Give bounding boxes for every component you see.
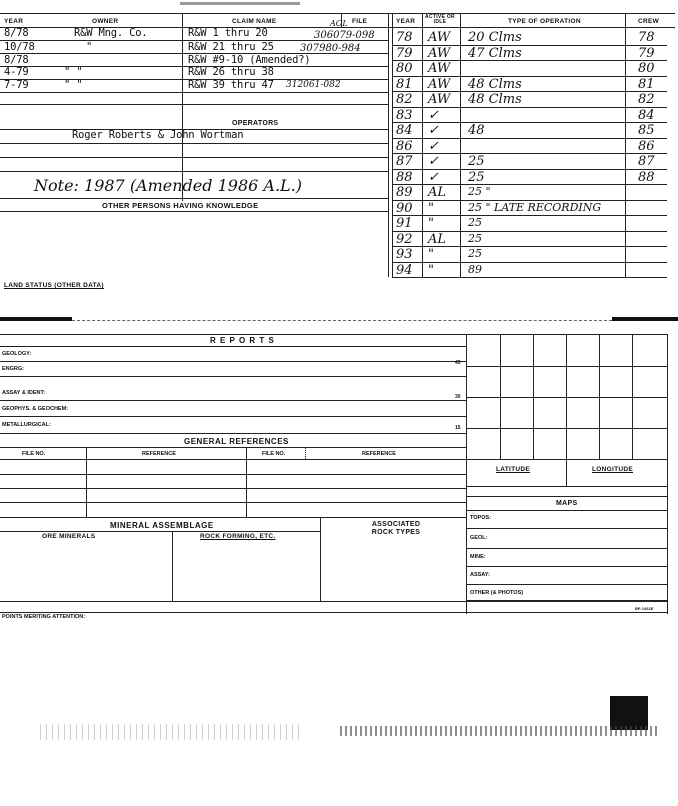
activity-year: 82 [396,92,413,107]
activity-status: AW [428,45,451,61]
punch-mark-left [0,317,72,321]
other-persons-label: OTHER PERSONS HAVING KNOWLEDGE [102,201,259,210]
activity-operation: 25 [468,169,485,185]
maps-rule [466,584,667,585]
punch-mark-right [612,317,678,321]
claim-year: 10/78 [4,41,35,53]
scan-noise [180,2,300,5]
activity-status: " [428,200,434,216]
activity-operation: 25 [468,231,482,245]
grid-line [466,366,667,367]
activity-year: 80 [396,61,413,76]
activity-operation: 48 [468,123,485,138]
activity-crew: 80 [638,61,655,76]
activity-status: ✓ [428,138,439,154]
activity-status: AW [428,30,451,45]
mineral-assoc-divider [320,517,321,601]
report-geology: GEOLOGY: [2,351,32,357]
mineral-divider [172,531,173,601]
scan-noise [340,726,660,736]
activity-year: 84 [396,123,413,138]
handwritten-note: Note: 1987 (Amended 1986 A.L.) [34,176,302,195]
claim-owner: " " [64,66,83,78]
claim-name: R&W 1 thru 20 [188,27,268,39]
claim-year: 8/78 [4,54,29,66]
row-rule [0,211,388,212]
activity-year: 91 [396,216,413,231]
grid-line [466,428,667,429]
activity-status: " [428,216,434,231]
claim-name: R&W 21 thru 25 [188,41,274,53]
reports-rule [0,376,466,377]
maps-other: OTHER (& PHOTOS) [470,590,524,596]
maps-assay: ASSAY: [470,572,490,578]
activity-year: 81 [396,76,413,92]
reports-rule [0,400,466,401]
row-rule [0,157,388,158]
refs-divider [86,447,87,517]
activity-crew: 82 [638,92,655,107]
punch-hole-artifact [610,696,648,730]
activity-year: 88 [396,169,413,185]
activity-year: 89 [396,185,413,200]
refs-rule [0,459,466,460]
col-header-active-idle: ACTIVE OR IDLE [425,14,455,25]
activity-operation: 89 [468,262,482,276]
maps-geol: GEOL: [470,535,488,541]
grid-line [466,496,667,497]
scale-15: 15 [455,425,461,431]
maps-rule [466,528,667,529]
refs-col-file-no-2: FILE NO. [262,451,286,457]
activity-operation: 25 [468,247,482,260]
report-engrg: ENGRG: [2,366,24,372]
maps-mine: MINE: [470,554,486,560]
land-status-label: LAND STATUS (OTHER DATA) [4,282,104,289]
refs-divider [305,447,306,459]
grid-right-edge [667,334,668,614]
claim-name: R&W 39 thru 47 [188,79,274,91]
activity-year: 92 [396,231,413,247]
reports-rule [0,361,466,362]
activity-status: " [428,262,434,278]
claim-year: 7-79 [4,79,29,91]
year-col-divider [422,13,423,277]
activity-status: AW [428,61,451,76]
activity-operation: 25 [468,216,482,229]
activity-status: AL [428,185,447,200]
grid-line [466,459,667,460]
scale-45: 45 [455,360,461,366]
col-header-file: FILE [352,18,368,25]
claim-file: 312061-082 [286,80,341,90]
associated-rock-types-label: ASSOCIATED ROCK TYPES [371,521,421,536]
activity-operation: 25 " LATE RECORDING [468,200,602,214]
col-header-owner: OWNER [92,18,119,25]
activity-row-rule [392,277,667,278]
reports-title: R E P O R T S [210,336,275,345]
claim-row-rule [0,104,388,105]
reports-rule [0,346,466,347]
activity-year: 87 [396,154,413,169]
activity-operation: 48 Clms [468,92,522,107]
activity-year: 78 [396,30,413,45]
operators-value: Roger Roberts & John Wortman [72,129,244,141]
grid-line [466,486,667,487]
activity-crew: 85 [638,123,655,138]
activity-status: ✓ [428,123,439,138]
row-rule [0,171,388,172]
reports-rule [0,433,466,434]
col-header-type-of-operation: TYPE OF OPERATION [508,18,581,25]
claim-note: AOL [330,19,348,28]
claim-owner: " " [64,79,83,91]
claim-owner: " [86,41,93,53]
activity-status: ✓ [428,169,439,185]
claim-file: 306079-098 [314,30,375,41]
activity-status: ✓ [428,154,439,169]
left-right-divider-2 [392,13,393,277]
grid-line [466,397,667,398]
mineral-bottom-rule [0,601,667,602]
owner-claim-divider [182,13,183,201]
reports-rule [0,416,466,417]
activity-operation: 20 Clms [468,30,522,45]
refs-divider [246,447,247,517]
refs-rule [0,488,466,489]
activity-status: " [428,247,434,262]
claim-name: R&W #9-10 (Amended?) [188,54,311,66]
rock-forming-label: ROCK FORMING, ETC. [200,533,276,540]
mineral-rule [0,531,320,532]
mineral-bottom-rule-2 [0,612,667,613]
row-rule [0,143,388,144]
general-references-title: GENERAL REFERENCES [184,437,289,446]
activity-year: 93 [396,247,413,262]
refs-rule [0,447,466,448]
activity-status: ✓ [428,107,439,123]
claim-year: 8/78 [4,27,29,39]
left-right-divider [388,13,389,277]
scan-noise [40,724,300,740]
col-header-year-2: YEAR [396,18,416,25]
report-metallurgical: METALLURGICAL: [2,422,51,428]
activity-crew: 86 [638,138,655,154]
activity-operation: 47 Clms [468,45,522,61]
activity-status: AW [428,92,451,107]
operators-label: OPERATORS [232,120,279,127]
refs-rule [0,502,466,503]
form-number: BP-1461E [635,606,654,611]
activity-crew: 79 [638,45,655,61]
activity-crew: 81 [638,76,655,92]
report-assay: ASSAY & IDENT: [2,390,46,396]
col-header-crew: CREW [638,18,660,25]
activity-status: AL [428,231,447,247]
refs-rule [0,474,466,475]
maps-rule [466,510,667,511]
ore-minerals-label: ORE MINERALS [42,533,96,540]
claim-name: R&W 26 thru 38 [188,66,274,78]
claim-file: 307980-984 [300,43,361,54]
activity-crew: 87 [638,154,655,169]
row-rule [0,198,388,199]
activity-operation: 25 [468,154,485,169]
col-header-claim-name: CLAIM NAME [232,18,277,25]
claim-row-rule [0,92,388,93]
fold-rule [72,320,612,321]
points-meriting-attention-label: POINTS MERITING ATTENTION: [2,614,86,620]
refs-bottom-rule [0,517,466,518]
refs-col-reference: REFERENCE [142,451,176,457]
reports-top-rule [0,334,668,335]
refs-col-reference-2: REFERENCE [362,451,396,457]
active-col-divider [460,13,461,277]
scale-30: 30 [455,394,461,400]
latitude-label: LATITUDE [496,466,531,473]
activity-status: AW [428,76,451,92]
claim-owner: R&W Mng. Co. [74,27,148,39]
maps-rule [466,548,667,549]
activity-year: 90 [396,200,413,216]
activity-year: 94 [396,262,413,278]
report-geophys: GEOPHYS. & GEOCHEM: [2,406,69,412]
activity-year: 86 [396,138,413,154]
activity-crew: 78 [638,30,655,45]
header-top-rule [0,13,675,14]
claim-year: 4-79 [4,66,29,78]
activity-year: 79 [396,45,413,61]
activity-year: 83 [396,107,413,123]
grid-line [566,334,567,486]
reports-right-divider [466,334,467,614]
activity-crew: 84 [638,107,655,123]
activity-operation: 25 " [468,185,491,198]
maps-topos: TOPOS: [470,515,491,521]
maps-rule [466,566,667,567]
refs-col-file-no: FILE NO. [22,451,46,457]
maps-title: MAPS [556,500,578,507]
activity-operation: 48 Clms [468,76,522,92]
activity-crew: 88 [638,169,655,185]
longitude-label: LONGITUDE [592,466,633,473]
col-header-year: YEAR [4,18,24,25]
mineral-assemblage-title: MINERAL ASSEMBLAGE [110,521,214,530]
crew-col-divider [625,13,626,277]
